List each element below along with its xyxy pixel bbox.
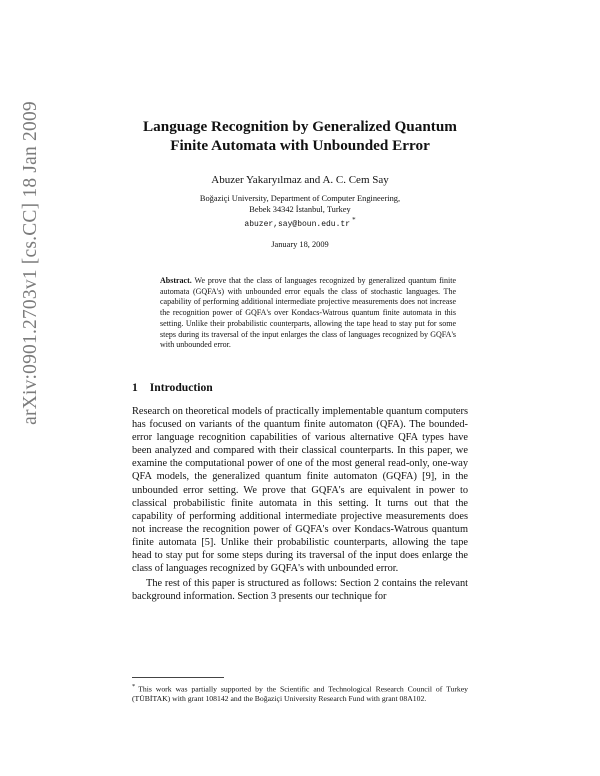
footnote [132,682,468,704]
introduction-body [132,405,468,603]
abstract [160,276,456,351]
section-title: Introduction [149,381,213,394]
body-paragraph-1: Research on theoretical models of practically implementable quantum computers has focused on variants of the quantum finite automaton (QFA). The bounded-error language recognition capabilities of various alternative QFA types have been analyzed and compared with their classical counterparts. In this paper, we examine the computational power of one of the most general read-only, one-way QFA models, the generalized quantum finite automaton (GQFA) [9], in the unbounded error setting. We prove that GQFA's are equivalent in power to classical probabilistic finite automata in this setting. It turns out that the capability of performing additional intermediate projective measurements does not increase the recognition power of GQFA's over Kondacs-Watrous quantum finite automata [5]. Unlike their probabilistic counterparts, allowing the tape head to stay put for some steps during its traversal of the input does enlarge the class of languages recognized by GQFA's with unbounded error. [132,406,468,575]
author-email-line [150,215,450,230]
paper-title [110,117,490,155]
affiliation-block [150,194,450,230]
paper-date: January 18, 2009 [271,240,329,249]
affiliation-line-2: Bebek 34342 İstanbul, Turkey [249,204,351,214]
abstract-label: Abstract. [160,276,192,285]
footnote-text: This work was partially supported by the Scientific and Technological Research Council of Turkey (TÜBİTAK) with grant 108142 and the Boğaziçi University Research Fund with grant 08A102. [132,684,468,704]
section-number: 1 [132,381,138,394]
paper-title-line-2: Finite Automata with Unbounded Error [170,137,430,154]
author-list: Abuzer Yakaryılmaz and A. C. Cem Say [211,174,389,186]
paper-title-line-1: Language Recognition by Generalized Quantum [143,118,457,135]
footnote-mark: * [132,683,136,690]
affiliation-line-1: Boğaziçi University, Department of Computer Engineering, [199,194,401,203]
section-heading [132,381,213,394]
footnote-mark-reference: * [352,216,356,224]
author-email: abuzer,say@boun.edu.tr [244,219,351,229]
footnote-divider [132,677,224,678]
abstract-text: We prove that the class of languages recognized by generalized quantum finite automata (GQFA's) with unbounded error equals the class of stochastic languages. The capability of performing additional intermediate projective measurements does not increase the recognition power of GQFA's over Kondacs-Watrous quantum finite automata in this setting. Unlike their probabilistic counterparts, allowing the tape head to stay put for some steps during its traversal of the input enlarges the class of languages recognized by GQFA's with unbounded error. [160,276,456,350]
body-paragraph-2: The rest of this paper is structured as follows: Section 2 contains the relevant background information. Section 3 presents our technique for [132,578,468,603]
arxiv-identifier-stamp: arXiv:0901.2703v1 [cs.CC] 18 Jan 2009 [20,101,41,425]
